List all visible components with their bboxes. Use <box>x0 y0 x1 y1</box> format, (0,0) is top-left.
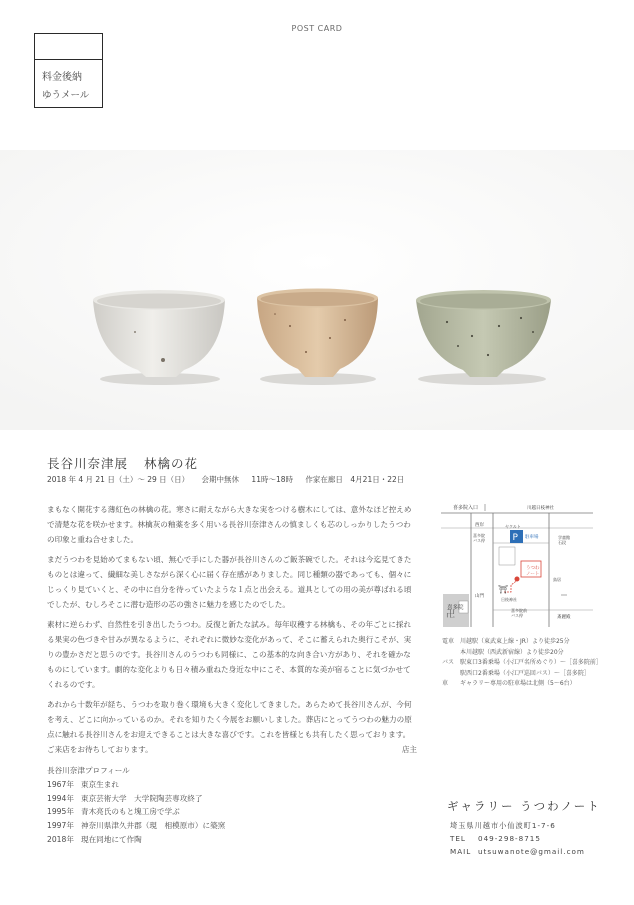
map-label-line: 喜多院 <box>473 533 485 538</box>
svg-text:卍: 卍 <box>446 610 456 620</box>
paragraph: まもなく開花する薄紅色の林檎の花。寒さに耐えながら大きな実をつける樹木にしては、意外なほど控えめで清楚な花を咲かせます。林檎灰の釉薬を多く用いる長谷川奈津さんの慎ましくも芯のしっかりしたうつわの印象と重ね合せました。 <box>47 505 412 544</box>
profile-year: 2018年 <box>47 834 74 844</box>
map-label-line: うつわ <box>526 566 540 571</box>
profile-text: 東京生まれ <box>81 779 119 789</box>
profile-text: 東京芸術大学 大学院陶芸専攻終了 <box>81 793 203 803</box>
gallery-address: 埼玉県川越市小仙波町1-7-6 <box>450 821 556 830</box>
profile-year: 1997年 <box>47 821 74 831</box>
map-label-hieshrine: 日枝神社 <box>501 597 517 602</box>
access-text: 本川越駅（西武新宿線）より徒歩20分 <box>460 648 564 656</box>
signature: 店主 <box>401 745 417 754</box>
tel-value[interactable]: 049-298-8715 <box>478 834 541 843</box>
svg-text:⛩: ⛩ <box>498 585 509 594</box>
map-label-saikoden: 斎麗殿 <box>557 615 571 620</box>
map-label-yakult: ヤクルト <box>505 524 521 529</box>
profile-year: 1994年 <box>47 793 74 803</box>
exhibition-title <box>47 454 198 472</box>
paragraph: あれから十数年が経ち、うつわを取り巻く環境も大きく変化してきました。あらためて長谷川さんが、今何を考え、どこに向かっているのか。それを知りたく今展をお願いしました。葬店にとってうつわの魅力の原点に触れる長谷川さんをお迎えできることは大きな喜びです。これを皆様とも共有したく思っております。ご来店をお待ちしております。 <box>47 700 412 754</box>
map-label-sanmon: 山門 <box>475 594 484 599</box>
profile-year: 1995年 <box>47 807 74 817</box>
map-label-line: バス停 <box>473 538 485 543</box>
map-label-line: 喜多院前 <box>511 608 527 613</box>
paragraph: まだうつわを見始めてまもない頃、無心で手にした器が長谷川さんのご飯茶碗でした。それは今迄見てきたものとは違って、繊細な美しさながら深く心に届く存在感がありました。同じ種類の器であっても、個々にじっくり見ていくと、その中に自分を待っていたような１点と出会える。道具としての用の美が尊ばれる頃でしたが、むしろそこに潜む造形の芯の強さに魅力を感じたのでした。 <box>47 555 412 609</box>
date-range: 2018 年 4 月 21 日（土）〜 29 日（日） <box>47 475 190 484</box>
access-row <box>442 637 612 648</box>
access-text: 駅西口2番乗場（小江戸巡回バス）〜［喜多院］ <box>460 669 590 677</box>
postage-box <box>34 33 103 108</box>
profile-text: 神奈川県津久井郡（現 相模原市）に築窯 <box>81 821 226 831</box>
postage-divider <box>35 59 102 60</box>
artist-title: 長谷川奈津展 <box>47 456 129 471</box>
map-label-parking: 駐車場 <box>525 535 539 540</box>
map-label-line: ノート <box>526 572 540 577</box>
introduction-text <box>47 502 417 757</box>
profile-text: 現在同地にて作陶 <box>81 834 142 844</box>
bowls-photo <box>0 150 634 430</box>
map-label-tide: 西岸 <box>475 523 484 528</box>
access-info <box>442 637 612 690</box>
profile-text: 青木亮氏のもと塊工房で学ぶ <box>81 807 180 817</box>
access-row <box>442 658 612 669</box>
profile-row <box>47 805 225 819</box>
hours: 11時〜18時 <box>251 475 294 484</box>
artist-presence: 作家在廊日 4月21日・22日 <box>305 475 405 484</box>
open-note: 会期中無休 <box>201 475 240 484</box>
map-label-kitain-bus <box>473 532 485 543</box>
map-label-line: バス停 <box>511 613 523 618</box>
paragraph: 素材に逆らわず、自然性を引き出したうつわ。反復と新たな試み。毎年収穫する林檎も、その年ごとに採れる果実の色づきや甘みが異なるように、それぞれに微妙な変化があって、そこに蓄えられた奥行こそが、実りの豊かさだと思うのです。長谷川さんのうつわも同様に、この基本的な向き合い方があり、それを確かなものにしています。劇的な変化よりも日々積み重ねた身近な中にこそ、本質的な美が宿ることに気づかせてくれるのです。 <box>47 620 412 689</box>
mail-value[interactable]: utsuwanote@gmail.com <box>478 847 585 856</box>
access-text: ギャラリー専用の駐車場は北側（5〜6台） <box>460 680 576 687</box>
map-label-gallery <box>526 564 540 577</box>
profile-row <box>47 778 225 792</box>
map-label-entrance: 喜多院入口 <box>453 505 479 511</box>
access-text: 駅東口3番乗場（小江戸名所めぐり）〜［喜多院前］ <box>460 659 602 666</box>
access-key: 車 <box>442 680 449 687</box>
postage-line-2: ゆうメール <box>42 90 90 101</box>
gallery-mail-row <box>450 845 585 858</box>
profile-row <box>47 792 225 806</box>
access-map <box>441 499 593 627</box>
exhibition-subtitle: 林檎の花 <box>144 456 199 471</box>
bowls-illustration <box>0 150 634 430</box>
map-label-line: 石段 <box>558 540 566 545</box>
map-label-line: 学童館 <box>558 535 570 540</box>
svg-text:P: P <box>512 533 518 543</box>
artist-profile <box>47 764 225 847</box>
map-label-torii: 鳥居 <box>553 577 561 582</box>
profile-row <box>47 819 225 833</box>
access-key: バス <box>442 659 455 666</box>
gallery-name: ギャラリー うつわノート <box>447 799 601 813</box>
tel-label: TEL <box>450 834 466 843</box>
gallery-contact <box>450 819 585 858</box>
access-row <box>442 679 612 690</box>
profile-year: 1967年 <box>47 779 74 789</box>
map-label-kitain: 喜多院 <box>447 605 464 611</box>
access-key: 電車 <box>442 638 455 645</box>
access-row <box>442 648 612 659</box>
map-label-shrine: 川越日枝神社 <box>527 506 554 511</box>
profile-heading: 長谷川奈津プロフィール <box>47 766 130 775</box>
map-drawing <box>441 499 593 627</box>
mail-label: MAIL <box>450 847 472 856</box>
access-row <box>442 669 612 680</box>
postcard-label: POST CARD <box>291 24 343 33</box>
exhibition-dates <box>47 474 414 485</box>
gallery-tel-row <box>450 832 585 845</box>
profile-row <box>47 833 225 847</box>
postage-line-1: 料金後納 <box>42 72 82 83</box>
access-text: 川越駅（東武東上線・JR）より徒歩25分 <box>460 638 570 645</box>
